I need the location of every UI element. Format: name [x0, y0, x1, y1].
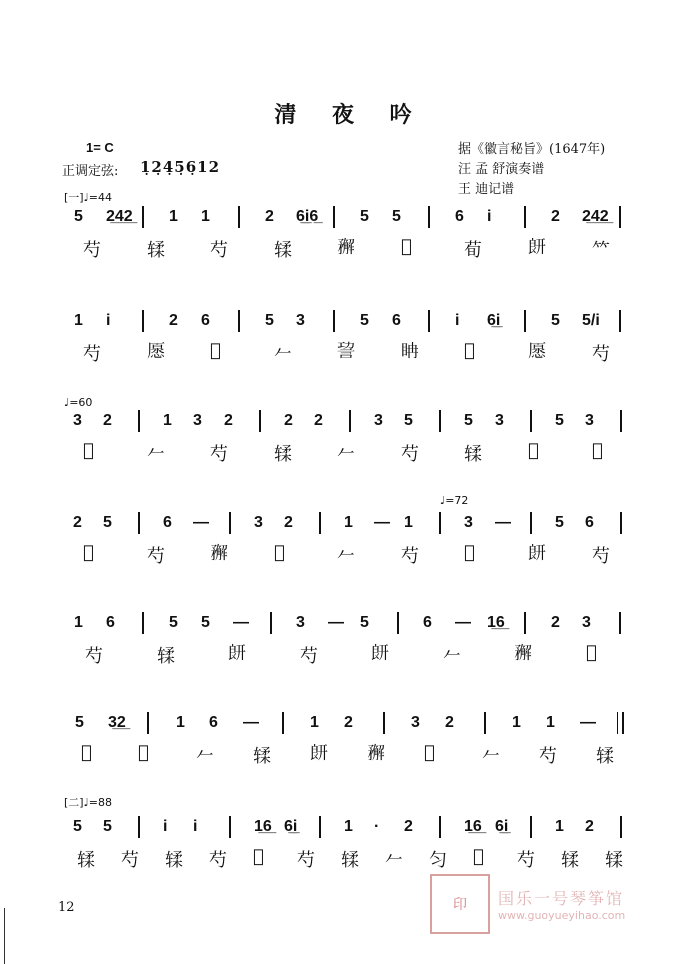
- barline: [229, 512, 231, 534]
- barline: [484, 712, 486, 734]
- note: —: [243, 714, 259, 731]
- note: 5: [103, 514, 112, 531]
- tablature-glyph: 𫐓: [157, 646, 175, 667]
- note: 6: [423, 614, 432, 631]
- tablature-glyph: 𨑈: [81, 742, 92, 763]
- barline: [138, 512, 140, 534]
- tablature-glyph: 𠂉: [337, 546, 355, 567]
- note: —: [328, 614, 344, 631]
- note: 1: [163, 412, 172, 429]
- tablature-glyph: 芍: [297, 850, 315, 871]
- page-number: 12: [58, 900, 75, 915]
- tablature-glyph: 𧦪: [337, 341, 355, 362]
- tablature-glyph: 𥎎: [337, 237, 355, 258]
- note: 3: [193, 412, 202, 429]
- barline: [319, 816, 321, 838]
- note: 3: [582, 614, 591, 631]
- note: 5: [74, 208, 83, 225]
- note: 3: [411, 714, 420, 731]
- tablature-glyph: 𨑈: [138, 742, 149, 763]
- notation-row: [64, 206, 636, 230]
- tablature-glyph: 𫐓: [77, 850, 95, 871]
- tablature-glyph: 𫐓: [605, 850, 623, 871]
- tablature-glyph: 芍: [83, 344, 101, 365]
- note: 1: [169, 208, 178, 225]
- note: 5: [360, 312, 369, 329]
- note: —: [193, 514, 209, 531]
- tablature-glyph: 𦫍: [228, 643, 246, 664]
- note: 2: [344, 714, 353, 731]
- barline: [319, 512, 321, 534]
- tablature-glyph: 芍: [592, 344, 610, 365]
- note: 6̲i̲: [284, 818, 298, 835]
- watermark-seal: 印: [430, 874, 490, 934]
- tablature-glyph: 𨑈: [274, 542, 285, 563]
- note: 5: [464, 412, 473, 429]
- note: 3: [495, 412, 504, 429]
- tablature-glyph: 𠪰: [147, 341, 165, 362]
- note: 5: [392, 208, 401, 225]
- tablature-glyph: 𫐓: [274, 240, 292, 261]
- tablature-glyph: 𨑈: [464, 340, 475, 361]
- note: 1: [404, 514, 413, 531]
- tablature-glyph: 芍: [401, 444, 419, 465]
- note: 2: [169, 312, 178, 329]
- note: —: [580, 714, 596, 731]
- tablature-glyph: 芍: [300, 646, 318, 667]
- note: 5/i: [582, 312, 600, 329]
- note: 5: [73, 818, 82, 835]
- tablature-glyph: 𨑈: [424, 742, 435, 763]
- barline: [397, 612, 399, 634]
- barline: [439, 512, 441, 534]
- watermark-name: 国乐一号琴筝馆: [498, 889, 625, 908]
- note: 2̲4̲2̲: [582, 208, 609, 225]
- tablature-glyph: 芍: [209, 850, 227, 871]
- tablature-glyph: 芍: [210, 240, 228, 261]
- tablature-glyph: 芍: [147, 546, 165, 567]
- note: 1: [555, 818, 564, 835]
- note: 2: [551, 208, 560, 225]
- note: 1: [512, 714, 521, 731]
- barline: [138, 410, 140, 432]
- note: 1: [310, 714, 319, 731]
- recorder-credit: 王 迪记谱: [458, 182, 515, 197]
- note: 5: [360, 614, 369, 631]
- tablature-glyph: 𫐓: [561, 850, 579, 871]
- barline: [439, 410, 441, 432]
- note: i: [487, 208, 492, 225]
- tablature-glyph: 𠂉: [482, 746, 500, 767]
- note: i: [106, 312, 111, 329]
- tablature-glyph: 𨑈: [592, 440, 603, 461]
- note: —: [374, 514, 390, 531]
- note: ·: [374, 818, 380, 835]
- tablature-glyph: 𨑈: [586, 642, 597, 663]
- note: 2̲4̲2̲: [106, 208, 133, 225]
- tablature-row: [64, 740, 636, 774]
- tablature-glyph: 𥅆: [401, 341, 419, 362]
- barline: [259, 410, 261, 432]
- note: 3: [73, 412, 82, 429]
- tablature-glyph: 芍: [83, 240, 101, 261]
- tablature-row: [64, 540, 636, 574]
- note: 5: [265, 312, 274, 329]
- tablature-glyph: 芍: [121, 850, 139, 871]
- note: 2: [445, 714, 454, 731]
- barline: [620, 816, 622, 838]
- barline: [619, 206, 621, 228]
- tablature-glyph: 𠂉: [196, 746, 214, 767]
- barline: [620, 410, 622, 432]
- tablature-glyph: 𦫍: [371, 643, 389, 664]
- key-signature: 1= C: [86, 140, 114, 155]
- note: 5: [103, 818, 112, 835]
- tablature-glyph: 𨑈: [253, 846, 264, 867]
- barline: [238, 310, 240, 332]
- barline: [270, 612, 272, 634]
- tablature-glyph: 𠂉: [147, 444, 165, 465]
- performer-credit: 汪 孟 舒演奏谱: [458, 162, 545, 177]
- note: i: [163, 818, 168, 835]
- barline: [428, 310, 430, 332]
- note: 2: [103, 412, 112, 429]
- tablature-glyph: 𥎎: [210, 543, 228, 564]
- tablature-glyph: 𨑈: [464, 542, 475, 563]
- tablature-glyph: 𠂉: [274, 344, 292, 365]
- barline: [333, 310, 335, 332]
- barline: [383, 712, 385, 734]
- notation-row: [64, 712, 636, 736]
- note: 6̲i̲6̲: [296, 208, 319, 225]
- barline: [147, 712, 149, 734]
- note: 1: [74, 312, 83, 329]
- tablature-glyph: 荀: [464, 240, 482, 261]
- barline: [238, 206, 240, 228]
- barline: [282, 712, 284, 734]
- tablature-glyph: 𨑈: [210, 340, 221, 361]
- tablature-glyph: 𦫍: [310, 743, 328, 764]
- barline: [142, 612, 144, 634]
- note: 6̲i̲: [487, 312, 501, 329]
- note: 5: [360, 208, 369, 225]
- note: 1: [74, 614, 83, 631]
- tablature-glyph: 𬁶: [401, 236, 412, 257]
- tablature-row: [64, 438, 636, 472]
- tablature-glyph: 𫐓: [464, 444, 482, 465]
- barline: [439, 816, 441, 838]
- margin-rule: [4, 908, 5, 964]
- note: 3: [254, 514, 263, 531]
- tablature-row: [64, 338, 636, 372]
- note: 5: [404, 412, 413, 429]
- note: 1: [176, 714, 185, 731]
- note: 1̲6̲: [254, 818, 272, 835]
- barline: [530, 410, 532, 432]
- note: 5: [551, 312, 560, 329]
- barline: [428, 206, 430, 228]
- note: 3: [296, 614, 305, 631]
- notation-row: [64, 612, 636, 636]
- note: 5: [555, 412, 564, 429]
- note: 1: [201, 208, 210, 225]
- note: 1̲6̲: [464, 818, 482, 835]
- barline: [619, 310, 621, 332]
- note: 6̲i̲: [495, 818, 509, 835]
- note: 6: [209, 714, 218, 731]
- note: 3̲2̲: [108, 714, 126, 731]
- tablature-glyph: 芍: [85, 646, 103, 667]
- tempo-marking-60: ♩=60: [64, 396, 93, 409]
- tablature-glyph: 芍: [517, 850, 535, 871]
- final-barline: [617, 712, 624, 734]
- note: 2: [284, 514, 293, 531]
- note: —: [495, 514, 511, 531]
- barline: [333, 206, 335, 228]
- tablature-glyph: 𠂉: [385, 850, 403, 871]
- section-1-tempo: [一]♩=44: [64, 191, 112, 204]
- note: 6: [106, 614, 115, 631]
- note: 6: [392, 312, 401, 329]
- notation-row: [64, 512, 636, 536]
- barline: [524, 612, 526, 634]
- tablature-glyph: 芍: [210, 444, 228, 465]
- tablature-glyph: 𨑈: [83, 440, 94, 461]
- note: 3: [296, 312, 305, 329]
- note: 6: [201, 312, 210, 329]
- barline: [530, 512, 532, 534]
- tablature-glyph: 𫐓: [147, 240, 165, 261]
- tablature-glyph: 𨑈: [528, 440, 539, 461]
- tablature-glyph: 匀: [429, 850, 447, 871]
- notation-row: [64, 310, 636, 334]
- note: 2: [404, 818, 413, 835]
- note: 3: [464, 514, 473, 531]
- note: 5: [75, 714, 84, 731]
- watermark: [430, 874, 625, 934]
- tablature-glyph: 芍: [401, 546, 419, 567]
- barline: [524, 206, 526, 228]
- barline: [620, 512, 622, 534]
- barline: [142, 206, 144, 228]
- note: 3: [374, 412, 383, 429]
- tablature-glyph: 𫐓: [274, 444, 292, 465]
- note: 2: [314, 412, 323, 429]
- tablature-glyph: 𫐓: [596, 746, 614, 767]
- note: 1: [344, 818, 353, 835]
- tablature-glyph: 𠂉: [443, 646, 461, 667]
- note: 1: [344, 514, 353, 531]
- note: —: [233, 614, 249, 631]
- barline: [349, 410, 351, 432]
- note: 2: [224, 412, 233, 429]
- note: 2: [284, 412, 293, 429]
- note: 1: [546, 714, 555, 731]
- barline: [619, 612, 621, 634]
- tablature-glyph: 𨑈: [473, 846, 484, 867]
- tablature-glyph: 𥎎: [514, 643, 532, 664]
- page-title: 清 夜 吟: [274, 102, 426, 128]
- note: 5: [169, 614, 178, 631]
- tablature-glyph: 芍: [539, 746, 557, 767]
- barline: [142, 310, 144, 332]
- tablature-glyph: 𦫍: [528, 237, 546, 258]
- tablature-row: [64, 640, 636, 674]
- tempo-marking-72: ♩=72: [440, 494, 469, 507]
- note: 2: [551, 614, 560, 631]
- note: 5: [555, 514, 564, 531]
- note: i: [193, 818, 198, 835]
- tablature-glyph: 𠂉: [337, 444, 355, 465]
- note: 2: [265, 208, 274, 225]
- tablature-glyph: 𨑈: [83, 542, 94, 563]
- note: i: [455, 312, 460, 329]
- notation-row: [64, 816, 636, 840]
- note: 5: [201, 614, 210, 631]
- barline: [524, 310, 526, 332]
- tablature-glyph: 𦫍: [528, 543, 546, 564]
- source-citation: 据《徽言秘旨》(1647年): [458, 142, 606, 157]
- tablature-glyph: 𥫗: [592, 240, 610, 261]
- barline: [229, 816, 231, 838]
- note: 2: [585, 818, 594, 835]
- tuning-notes: 1̣2̣4̣5̣6̣12: [140, 158, 221, 176]
- note: 2: [73, 514, 82, 531]
- tablature-row: [64, 234, 636, 268]
- notation-row: [64, 410, 636, 434]
- note: 6: [163, 514, 172, 531]
- note: 1̲6̲: [487, 614, 505, 631]
- tablature-glyph: 𫐓: [253, 746, 271, 767]
- tablature-glyph: 𫐓: [341, 850, 359, 871]
- note: 6: [455, 208, 464, 225]
- watermark-url: www.guoyueyihao.com: [498, 909, 626, 922]
- note: 3: [585, 412, 594, 429]
- barline: [138, 816, 140, 838]
- note: 6: [585, 514, 594, 531]
- tablature-glyph: 𠪰: [528, 341, 546, 362]
- tablature-row: [64, 844, 636, 878]
- tablature-glyph: 𫐓: [165, 850, 183, 871]
- tablature-glyph: 芍: [592, 546, 610, 567]
- tuning-label: 正调定弦:: [62, 164, 119, 179]
- section-2-tempo: [二]♩=88: [64, 796, 112, 809]
- barline: [530, 816, 532, 838]
- note: —: [455, 614, 471, 631]
- tablature-glyph: 𥎎: [367, 743, 385, 764]
